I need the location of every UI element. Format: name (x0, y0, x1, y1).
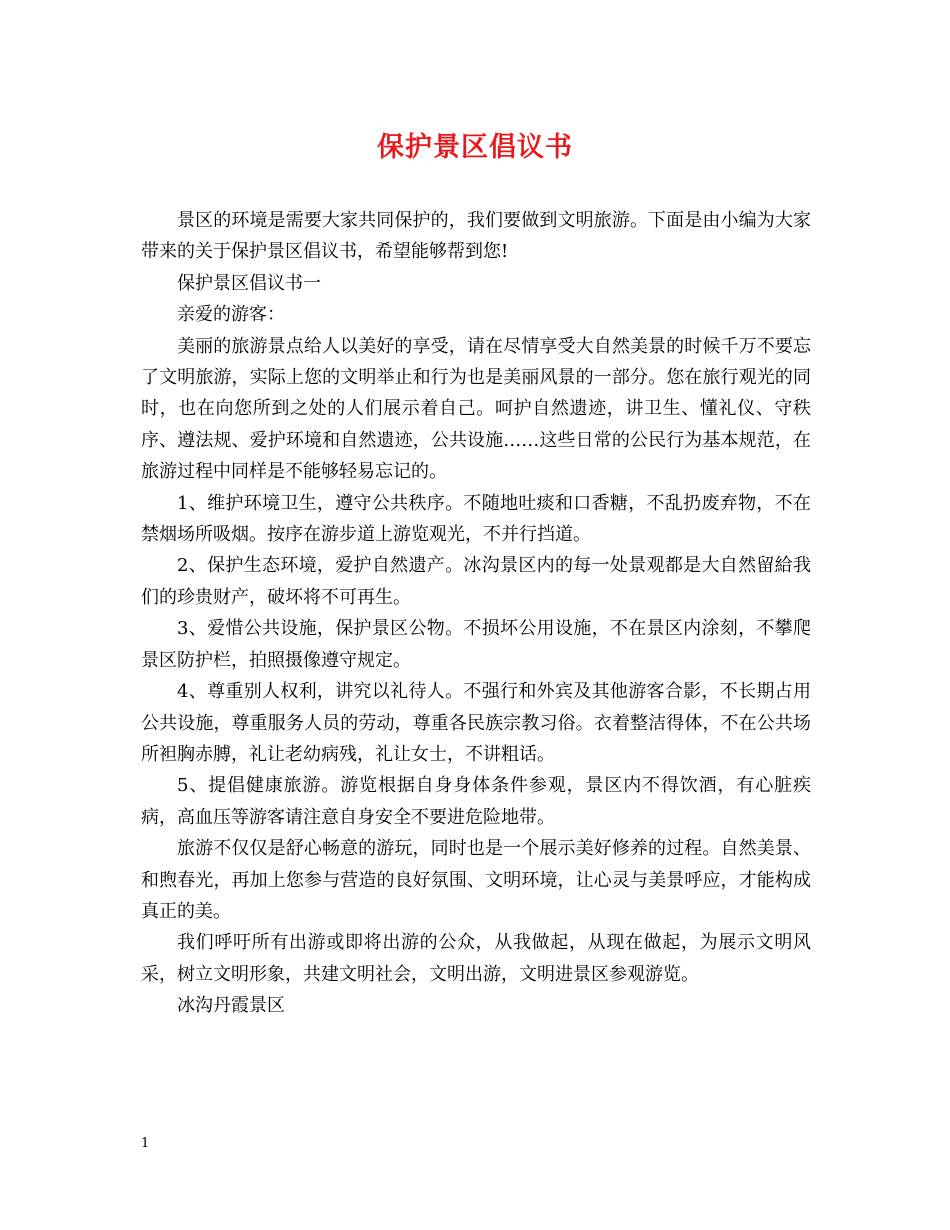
salutation: 亲爱的游客： (177, 304, 285, 326)
document-title: 保护景区倡议书 (377, 132, 573, 163)
body-paragraph: 我们呼吁所有出游或即将出游的公众，从我做起，从现在做起，为展示文明风采，树立文明形象，共建文明社会，文明出游，文明进景区参观游览。 (141, 932, 811, 985)
list-item: 4、尊重别人权利，讲究以礼待人。不强行和外宾及其他游客合影，不长期占用公共设施，尊重服务人员的劳动，尊重各民族宗教习俗。衣着整洁得体，不在公共场所袒胸赤膊，礼让老幼病残，礼让女士，不讲粗话。 (141, 681, 811, 765)
list-item: 2、保护生态环境，爱护自然遗产。冰沟景区内的每一处景观都是大自然留給我们的珍贵财产，破坏将不可再生。 (141, 555, 811, 608)
list-item: 5、提倡健康旅游。游览根据自身身体条件参观，景区内不得饮酒，有心脏疾病，高血压等游客请注意自身安全不要进危险地带。 (141, 775, 811, 828)
list-item: 3、爱惜公共设施，保护景区公物。不损坏公用设施，不在景区内涂刻，不攀爬景区防护栏，拍照摄像遵守规定。 (141, 618, 811, 671)
body-paragraph: 旅游不仅仅是舒心畅意的游玩，同时也是一个展示美好修养的过程。自然美景、和煦春光，再加上您参与营造的良好氛围、文明环境，让心灵与美景呼应，才能构成真正的美。 (141, 838, 811, 922)
signature: 冰沟丹霞景区 (177, 995, 285, 1017)
page-number: 1 (141, 1136, 150, 1151)
list-item: 1、维护环境卫生，遵守公共秩序。不随地吐痰和口香糖，不乱扔废弃物，不在禁烟场所吸烟。按序在游步道上游览观光，不并行挡道。 (141, 492, 811, 546)
section-heading: 保护景区倡议书一 (177, 272, 321, 294)
intro-paragraph: 景区的环境是需要大家共同保护的，我们要做到文明旅游。下面是由小编为大家带来的关于保护景区倡议书，希望能够帮到您! (141, 210, 811, 263)
document-body (141, 205, 811, 1022)
body-paragraph: 美丽的旅游景点给人以美好的享受，请在尽情享受大自然美景的时候千万不要忘了文明旅游，实际上您的文明举止和行为也是美丽风景的一部分。您在旅行观光的同时，也在向您所到之处的人们展示着自己。呵护自然遗迹，讲卫生、懂礼仪、守秩序、遵法规、爱护环境和自然遗迹，公共设施……这些日常的公民行为基本规范，在旅游过程中同样是不能够轻易忘记的。 (141, 335, 811, 483)
